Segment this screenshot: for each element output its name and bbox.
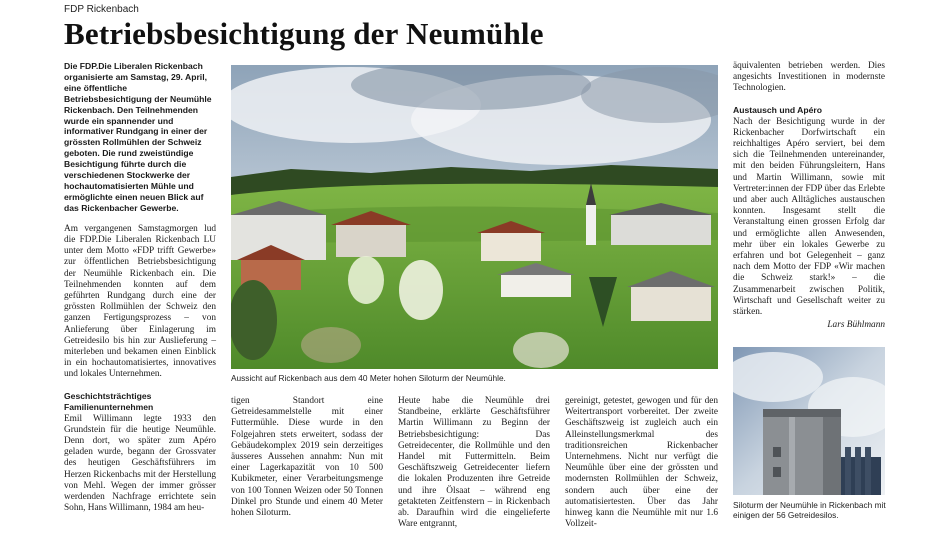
body-paragraph-4: gereinigt, getestet, gewogen und für den Weitertransport vorbereitet. Der zweite Geschäftszweig ist zugleich auch ein Alleinstellungsmerkmal des traditionsreichen Rickenbacher Unternehmens. Nicht nur verfügt die Neumühle über eine der grössten und modernsten Rollmühlen der Schweiz, sondern auch über eine der automatisiertesten. Über das Jahr hinweg kann die Neumühle mit nur 1.6 Vollzeit- [565, 396, 718, 530]
body-paragraph-2b: tigen Standort eine Getreidesammelstelle mit einer Futtermühle. Diese wurde in den Folgejahren stets erweitert, sodass der Gebäudekomplex 2019 sein derzeitiges äusseres Aussehen annahm: Nun mit einer Lagerkapazität von 10 500 Kubikmeter, einer Verarbeitungsmenge von 100 Tonnen Weizen oder 50 Tonnen Dinkel pro Stunde und einem 40 Meter hohen Siloturm. [231, 396, 383, 519]
silo-photo-caption: Siloturm der Neumühle in Rickenbach mit einigen der 56 Getreidesilos. [733, 500, 886, 521]
silo-photo [733, 347, 885, 495]
body-paragraph-3: Heute habe die Neumühle drei Standbeine, erklärte Geschäftsführer Martin Willimann zu Beginn der Betriebsbesichtigung: Das Getreidecenter, die Rollmühle und den Handel mit Futtermitteln. Beim Geschäftszweig Getreidecenter liefern die lokalen Produzenten ihre Getreide und ihre Ölsaat – während eng getakteten Zeitfenstern – in Rickenbach ab. Daraufhin wird die eingelieferte Ware entgrannt, [398, 396, 550, 530]
body-paragraph-1: Am vergangenen Samstagmorgen lud die FDP.Die Liberalen Rickenbach LU unter dem Motto «FDP trifft Gewerbe» zur öffentlichen Betriebsbesichtigung der Neumühle Rickenbach ein. Die Teilnehmenden konnten auf dem geführten Rundgang durch eine der grössten Rollmühlen der Schweiz den ganzen Fertigungsprozess – von Anlieferung über Einlagerung im Getreidesilo bis hin zur Auslieferung – miterleben und bekamen einen Einblick in ein hochautomatisiertes, innovatives und lokales Unternehmen. [64, 223, 216, 380]
author-byline: Lars Bühlmann [827, 320, 885, 331]
column-2 [231, 396, 383, 529]
body-paragraph-2a: Emil Willimann legte 1933 den Grundstein für die heutige Neumühle. Denn dort, wo später zum Apéro geladen wurde, begann der Grossvater des heutigen Geschäftsführers im Herzen Rickenbachs mit der Herstellung von Mehl. Wegen der immer grösser werdenden Nachfrage errichtete sein Sohn, Hans Willimann, 1984 am heu- [64, 413, 216, 514]
main-photo [231, 65, 718, 369]
column-5 [733, 61, 885, 331]
village-view-image [231, 65, 718, 369]
main-photo-caption: Aussicht auf Rickenbach aus dem 40 Meter hohen Siloturm der Neumühle. [231, 373, 506, 383]
subheading-exchange: Austausch und Apéro [733, 104, 822, 115]
subheading-history: Geschichtsträchtiges Familienunternehmen [64, 390, 154, 412]
body-paragraph-5: äquivalenten betrieben werden. Dies angesichts Investitionen in modernste Technologien. [733, 61, 885, 94]
column-3 [398, 396, 550, 540]
headline: Betriebsbesichtigung der Neumühle [64, 16, 544, 51]
lead-paragraph: Die FDP.Die Liberalen Rickenbach organisierte am Samstag, 29. April, eine öffentliche Betriebsbesichtigung der Neumühle Rickenbach. Den Teilnehmenden wurde ein spannender und informativer Rundgang in einer der grössten Rollmühlen der Schweiz geboten. Die rund zweistündige Besichtigung führte durch die verschiedenen Stockwerke der hochautomatisierten Mühle und ermöglichte einen neuen Blick auf das Rickenbacher Gewerbe. [64, 61, 212, 213]
silo-tower-image [733, 347, 885, 495]
section-kicker: FDP Rickenbach [64, 4, 139, 15]
column-4 [565, 396, 718, 540]
column-1 [64, 61, 216, 524]
body-paragraph-6: Nach der Besichtigung wurde in der Rickenbacher Dorfwirtschaft ein reichhaltiges Apéro serviert, bei dem sich die Teilnehmenden untereinander, mit den beiden Führungsleitern, Hans und Martin Willimann, sowie mit Vertreter:innen der FDP über das Erlebte und aber auch Alltägliches austauschen konnten. Insgesamt stellt die Veranstaltung einen grossen Erfolg dar und ermöglichte allen Anwesenden, mehr über ein lokales Gewerbe zu erfahren und bot Gelegenheit – ganz nach dem Motto der FDP «Wir machen die Schweiz stark!» – die Zusammenarbeit zwischen Politik, Wirtschaft und Gesellschaft weiter zu stärken. [733, 116, 885, 318]
